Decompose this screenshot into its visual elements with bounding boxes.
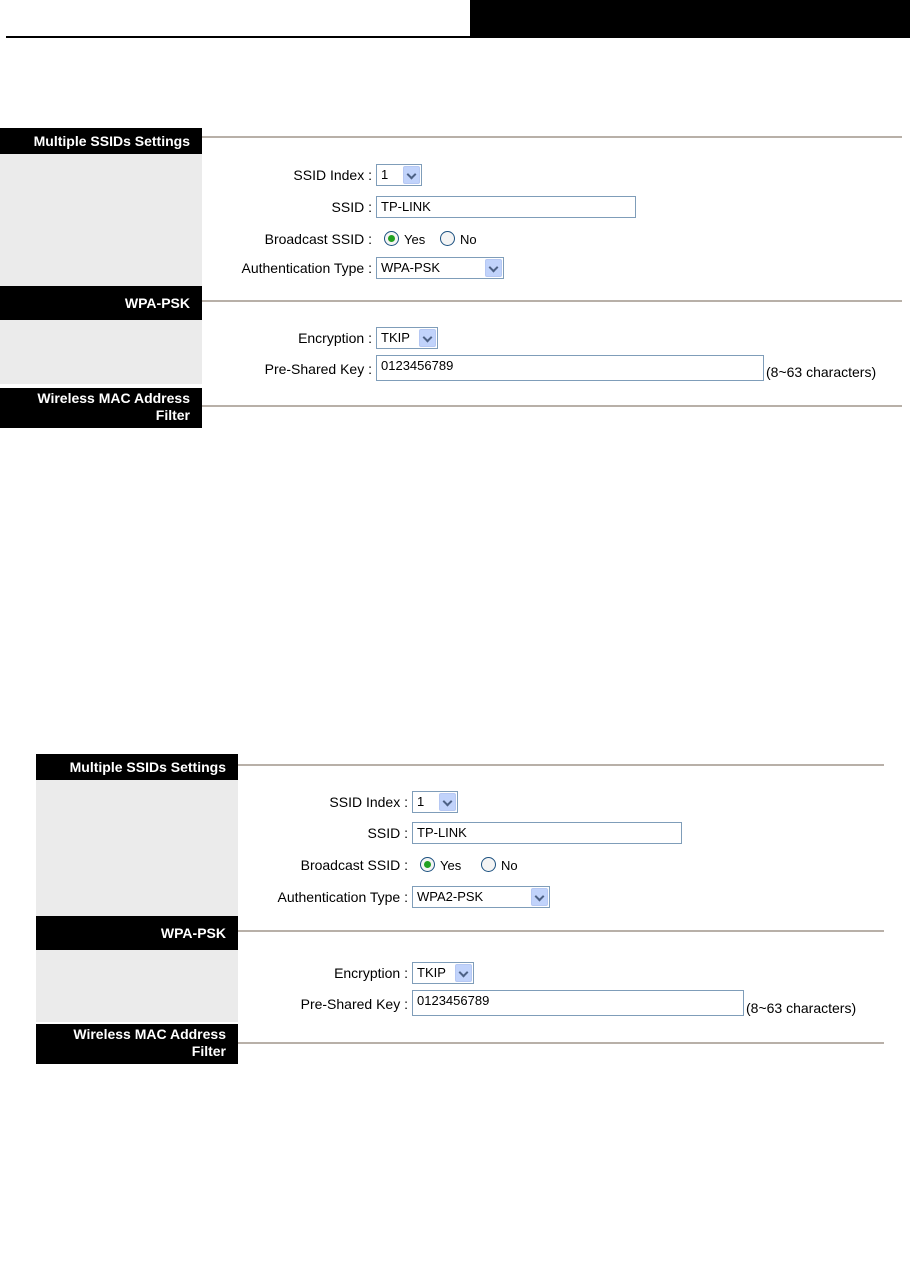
broadcast-yes-radio[interactable] bbox=[384, 231, 399, 246]
encryption-select[interactable] bbox=[376, 327, 438, 349]
broadcast-no-label: No bbox=[460, 232, 477, 247]
broadcast-no-label: No bbox=[501, 858, 518, 873]
section-divider bbox=[238, 930, 884, 932]
section-multiple-ssids: Multiple SSIDs Settings bbox=[0, 128, 202, 154]
chevron-down-icon[interactable] bbox=[419, 329, 436, 347]
section-divider bbox=[202, 136, 902, 138]
broadcast-no-radio[interactable] bbox=[440, 231, 455, 246]
chevron-down-icon[interactable] bbox=[403, 166, 420, 184]
encryption-label: Encryption : bbox=[334, 965, 408, 981]
ssid-index-select[interactable] bbox=[412, 791, 458, 813]
pre-shared-key-input[interactable]: 0123456789 bbox=[412, 990, 744, 1016]
chevron-down-icon[interactable] bbox=[485, 259, 502, 277]
section-wireless-mac-filter bbox=[36, 1024, 238, 1064]
section-mac-line-1: Wireless MAC Address bbox=[73, 1026, 226, 1042]
pre-shared-key-hint: (8~63 characters) bbox=[766, 364, 877, 380]
pre-shared-key-label: Pre-Shared Key : bbox=[264, 361, 372, 377]
authentication-type-select[interactable] bbox=[376, 257, 504, 279]
wireless-settings-panel-2 bbox=[36, 754, 910, 1269]
section-wireless-mac-filter bbox=[0, 388, 202, 428]
encryption-value: TKIP bbox=[417, 965, 446, 980]
section-divider bbox=[238, 764, 884, 766]
broadcast-yes-radio[interactable] bbox=[420, 857, 435, 872]
broadcast-no-radio[interactable] bbox=[481, 857, 496, 872]
broadcast-yes-label: Yes bbox=[404, 232, 426, 247]
encryption-select[interactable] bbox=[412, 962, 474, 984]
pre-shared-key-label: Pre-Shared Key : bbox=[300, 996, 408, 1012]
ssid-input[interactable]: TP-LINK bbox=[376, 196, 636, 218]
broadcast-ssid-label: Broadcast SSID : bbox=[300, 857, 408, 873]
section-mac-line-2: Filter bbox=[191, 1043, 226, 1059]
broadcast-yes-label: Yes bbox=[440, 858, 462, 873]
chevron-down-icon[interactable] bbox=[455, 964, 472, 982]
ssid-index-label: SSID Index : bbox=[293, 167, 372, 183]
ssid-index-label: SSID Index : bbox=[329, 794, 408, 810]
section-wpa-psk: WPA-PSK bbox=[36, 916, 238, 950]
ssid-index-value: 1 bbox=[417, 794, 425, 809]
broadcast-ssid-label: Broadcast SSID : bbox=[264, 231, 372, 247]
section-multiple-ssids: Multiple SSIDs Settings bbox=[36, 754, 238, 780]
ssid-label: SSID : bbox=[367, 825, 408, 841]
chevron-down-icon[interactable] bbox=[531, 888, 548, 906]
encryption-value: TKIP bbox=[381, 330, 410, 345]
wireless-settings-panel-1 bbox=[0, 0, 910, 440]
section-divider bbox=[202, 405, 902, 407]
authentication-type-label: Authentication Type : bbox=[277, 889, 408, 905]
section-wpa-psk: WPA-PSK bbox=[0, 286, 202, 320]
section-mac-line-1: Wireless MAC Address bbox=[37, 390, 190, 406]
ssid-label: SSID : bbox=[331, 199, 372, 215]
ssid-index-value: 1 bbox=[381, 167, 389, 182]
authentication-type-select[interactable] bbox=[412, 886, 550, 908]
section-divider bbox=[202, 300, 902, 302]
encryption-label: Encryption : bbox=[298, 330, 372, 346]
authentication-type-label: Authentication Type : bbox=[241, 260, 372, 276]
ssid-input[interactable]: TP-LINK bbox=[412, 822, 682, 844]
authentication-type-value: WPA-PSK bbox=[381, 260, 440, 275]
ssid-index-select[interactable] bbox=[376, 164, 422, 186]
authentication-type-value: WPA2-PSK bbox=[417, 889, 484, 904]
section-mac-line-2: Filter bbox=[155, 407, 190, 423]
section-divider bbox=[238, 1042, 884, 1044]
chevron-down-icon[interactable] bbox=[439, 793, 456, 811]
pre-shared-key-hint: (8~63 characters) bbox=[746, 1000, 857, 1016]
pre-shared-key-input[interactable]: 0123456789 bbox=[376, 355, 764, 381]
